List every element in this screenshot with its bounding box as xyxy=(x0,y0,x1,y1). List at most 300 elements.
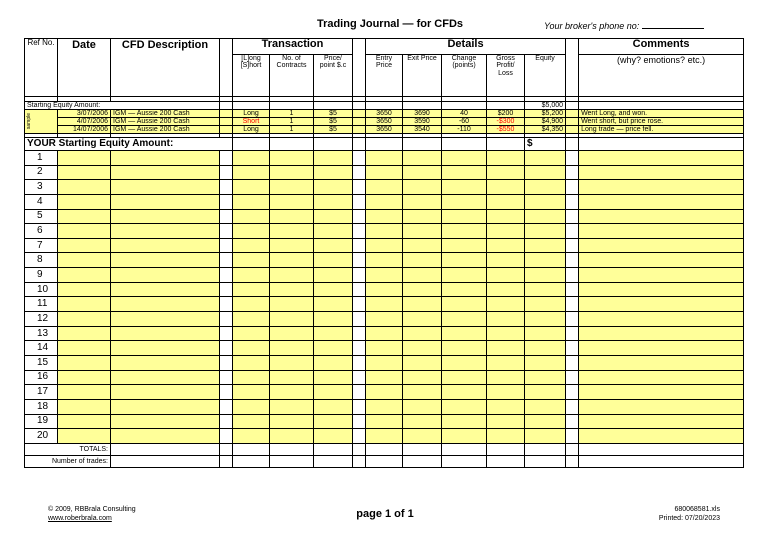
gross-header: Gross Profit/ Loss xyxy=(487,55,525,97)
journal-cell[interactable] xyxy=(58,297,111,312)
journal-cell[interactable] xyxy=(270,312,314,327)
journal-cell[interactable] xyxy=(111,282,220,297)
row-number: 4 xyxy=(25,194,58,209)
journal-cell[interactable] xyxy=(579,399,744,414)
trades-count-row xyxy=(25,455,744,467)
journal-cell[interactable] xyxy=(403,209,442,224)
journal-cell[interactable] xyxy=(233,297,270,312)
journal-cell[interactable] xyxy=(58,165,111,180)
journal-cell[interactable] xyxy=(233,429,270,444)
journal-cell[interactable] xyxy=(487,385,525,400)
journal-row xyxy=(25,238,744,253)
journal-cell[interactable] xyxy=(233,312,270,327)
journal-cell[interactable] xyxy=(233,355,270,370)
journal-cell[interactable] xyxy=(233,370,270,385)
journal-cell[interactable] xyxy=(366,414,403,429)
row-number: 1 xyxy=(25,151,58,166)
journal-cell[interactable] xyxy=(403,341,442,356)
starting-equity-row xyxy=(25,102,744,110)
journal-cell[interactable] xyxy=(403,326,442,341)
row-number: 8 xyxy=(25,253,58,268)
journal-cell[interactable] xyxy=(487,312,525,327)
journal-cell[interactable] xyxy=(579,253,744,268)
journal-cell[interactable] xyxy=(270,385,314,400)
journal-cell[interactable] xyxy=(442,165,487,180)
journal-cell[interactable] xyxy=(58,414,111,429)
row-number: 20 xyxy=(25,429,58,444)
row-number: 9 xyxy=(25,268,58,283)
your-starting-equity-input[interactable]: $ xyxy=(525,138,566,151)
journal-cell[interactable] xyxy=(58,355,111,370)
journal-cell[interactable] xyxy=(579,194,744,209)
row-number: 19 xyxy=(25,414,58,429)
journal-cell[interactable] xyxy=(442,341,487,356)
journal-cell[interactable] xyxy=(442,297,487,312)
journal-cell[interactable] xyxy=(579,180,744,195)
journal-cell[interactable] xyxy=(58,312,111,327)
journal-cell[interactable] xyxy=(233,341,270,356)
journal-row xyxy=(25,355,744,370)
journal-cell[interactable] xyxy=(314,194,353,209)
journal-cell[interactable] xyxy=(233,282,270,297)
journal-cell[interactable] xyxy=(403,165,442,180)
journal-cell[interactable] xyxy=(366,268,403,283)
journal-cell[interactable] xyxy=(579,341,744,356)
row-number: 2 xyxy=(25,165,58,180)
journal-row xyxy=(25,297,744,312)
journal-cell[interactable] xyxy=(58,429,111,444)
journal-cell[interactable] xyxy=(579,370,744,385)
journal-cell[interactable] xyxy=(403,282,442,297)
totals-row xyxy=(25,443,744,455)
journal-row xyxy=(25,268,744,283)
journal-cell[interactable] xyxy=(442,268,487,283)
example-equity: $4,350 xyxy=(525,126,566,134)
journal-row xyxy=(25,312,744,327)
row-number: 14 xyxy=(25,341,58,356)
journal-cell[interactable] xyxy=(579,224,744,239)
journal-cell[interactable] xyxy=(487,165,525,180)
journal-row xyxy=(25,282,744,297)
journal-cell[interactable] xyxy=(58,253,111,268)
journal-cell[interactable] xyxy=(487,341,525,356)
journal-cell[interactable] xyxy=(525,370,566,385)
footer-copyright-block xyxy=(48,505,136,523)
journal-cell[interactable] xyxy=(487,355,525,370)
journal-cell[interactable] xyxy=(314,282,353,297)
journal-cell[interactable] xyxy=(58,370,111,385)
journal-cell[interactable] xyxy=(111,312,220,327)
journal-cell[interactable] xyxy=(58,326,111,341)
journal-cell[interactable] xyxy=(487,224,525,239)
example-desc: IGM — Aussie 200 Cash xyxy=(111,126,220,134)
journal-cell[interactable] xyxy=(525,209,566,224)
journal-cell[interactable] xyxy=(111,194,220,209)
journal-cell[interactable] xyxy=(366,282,403,297)
journal-cell[interactable] xyxy=(314,355,353,370)
journal-cell[interactable] xyxy=(314,429,353,444)
journal-cell[interactable] xyxy=(366,224,403,239)
example-equity: $4,900 xyxy=(525,118,566,126)
journal-cell[interactable] xyxy=(525,326,566,341)
footer-copyright: © 2009, RBBrala Consulting xyxy=(48,506,136,513)
journal-cell[interactable] xyxy=(442,370,487,385)
broker-phone-label: Your broker's phone no: xyxy=(544,21,640,31)
journal-cell[interactable] xyxy=(314,297,353,312)
example-contracts: 1 xyxy=(270,118,314,126)
journal-cell[interactable] xyxy=(403,297,442,312)
journal-row xyxy=(25,253,744,268)
journal-cell[interactable] xyxy=(58,341,111,356)
equity-header: Equity xyxy=(525,55,566,97)
journal-cell[interactable] xyxy=(525,429,566,444)
starting-equity-label: Starting Equity Amount: xyxy=(25,102,220,110)
journal-cell[interactable] xyxy=(58,282,111,297)
example-exit: 3540 xyxy=(403,126,442,134)
journal-cell[interactable] xyxy=(366,341,403,356)
journal-cell[interactable] xyxy=(314,209,353,224)
journal-cell[interactable] xyxy=(270,341,314,356)
journal-cell[interactable] xyxy=(403,180,442,195)
journal-cell[interactable] xyxy=(487,370,525,385)
journal-cell[interactable] xyxy=(403,385,442,400)
journal-cell[interactable] xyxy=(442,385,487,400)
journal-cell[interactable] xyxy=(525,399,566,414)
trading-journal-table xyxy=(24,38,744,468)
journal-cell[interactable] xyxy=(270,180,314,195)
example-price-point: $5 xyxy=(314,118,353,126)
journal-cell[interactable] xyxy=(233,224,270,239)
journal-cell[interactable] xyxy=(111,238,220,253)
journal-cell[interactable] xyxy=(111,297,220,312)
journal-cell[interactable] xyxy=(270,209,314,224)
journal-cell[interactable] xyxy=(403,194,442,209)
journal-cell[interactable] xyxy=(403,224,442,239)
journal-cell[interactable] xyxy=(314,224,353,239)
journal-cell[interactable] xyxy=(366,165,403,180)
journal-cell[interactable] xyxy=(579,385,744,400)
journal-cell[interactable] xyxy=(111,151,220,166)
journal-cell[interactable] xyxy=(487,180,525,195)
journal-cell[interactable] xyxy=(487,282,525,297)
journal-cell[interactable] xyxy=(403,268,442,283)
journal-cell[interactable] xyxy=(111,385,220,400)
journal-cell[interactable] xyxy=(366,151,403,166)
journal-cell[interactable] xyxy=(314,414,353,429)
journal-cell[interactable] xyxy=(314,151,353,166)
journal-cell[interactable] xyxy=(314,253,353,268)
journal-cell[interactable] xyxy=(111,180,220,195)
journal-cell[interactable] xyxy=(366,370,403,385)
journal-cell[interactable] xyxy=(579,414,744,429)
comments-subheader: (why? emotions? etc.) xyxy=(579,55,744,97)
journal-cell[interactable] xyxy=(270,253,314,268)
row-number: 5 xyxy=(25,209,58,224)
journal-cell[interactable] xyxy=(111,429,220,444)
date-header: Date xyxy=(58,39,111,97)
page-number: page 1 of 1 xyxy=(356,508,414,520)
journal-cell[interactable] xyxy=(487,209,525,224)
broker-phone-field[interactable] xyxy=(544,20,704,31)
journal-cell[interactable] xyxy=(403,238,442,253)
journal-cell[interactable] xyxy=(270,224,314,239)
journal-cell[interactable] xyxy=(442,282,487,297)
journal-cell[interactable] xyxy=(314,312,353,327)
journal-cell[interactable] xyxy=(525,253,566,268)
journal-row xyxy=(25,180,744,195)
journal-cell[interactable] xyxy=(579,312,744,327)
journal-cell[interactable] xyxy=(525,151,566,166)
journal-cell[interactable] xyxy=(403,253,442,268)
journal-cell[interactable] xyxy=(58,151,111,166)
journal-cell[interactable] xyxy=(442,238,487,253)
journal-cell[interactable] xyxy=(525,165,566,180)
journal-cell[interactable] xyxy=(579,429,744,444)
journal-cell[interactable] xyxy=(442,224,487,239)
journal-cell[interactable] xyxy=(579,297,744,312)
journal-cell[interactable] xyxy=(58,194,111,209)
journal-cell[interactable] xyxy=(111,399,220,414)
journal-cell[interactable] xyxy=(270,429,314,444)
example-gross: $200 xyxy=(487,110,525,118)
journal-cell[interactable] xyxy=(487,399,525,414)
journal-cell[interactable] xyxy=(442,355,487,370)
entry-price-header: Entry Price xyxy=(366,55,403,97)
journal-row xyxy=(25,326,744,341)
example-long-short: Short xyxy=(233,118,270,126)
journal-cell[interactable] xyxy=(579,355,744,370)
journal-cell[interactable] xyxy=(111,326,220,341)
journal-cell[interactable] xyxy=(233,165,270,180)
journal-cell[interactable] xyxy=(442,429,487,444)
journal-cell[interactable] xyxy=(233,194,270,209)
journal-cell[interactable] xyxy=(314,370,353,385)
journal-cell[interactable] xyxy=(366,180,403,195)
journal-cell[interactable] xyxy=(233,180,270,195)
journal-cell[interactable] xyxy=(487,151,525,166)
journal-cell[interactable] xyxy=(111,224,220,239)
journal-cell[interactable] xyxy=(487,429,525,444)
journal-cell[interactable] xyxy=(442,151,487,166)
details-header: Details xyxy=(366,39,566,55)
journal-cell[interactable] xyxy=(403,429,442,444)
journal-cell[interactable] xyxy=(442,326,487,341)
journal-cell[interactable] xyxy=(111,253,220,268)
journal-cell[interactable] xyxy=(403,399,442,414)
journal-cell[interactable] xyxy=(366,253,403,268)
journal-cell[interactable] xyxy=(579,151,744,166)
journal-cell[interactable] xyxy=(579,209,744,224)
page-title: Trading Journal — for CFDs xyxy=(316,18,464,30)
example-exit: 3590 xyxy=(403,118,442,126)
journal-cell[interactable] xyxy=(58,209,111,224)
starting-equity-value: $5,000 xyxy=(525,102,566,110)
journal-cell[interactable] xyxy=(111,414,220,429)
journal-cell[interactable] xyxy=(442,414,487,429)
row-number: 10 xyxy=(25,282,58,297)
transaction-header: Transaction xyxy=(233,39,353,55)
journal-cell[interactable] xyxy=(270,194,314,209)
journal-cell[interactable] xyxy=(58,238,111,253)
journal-cell[interactable] xyxy=(233,209,270,224)
journal-cell[interactable] xyxy=(403,151,442,166)
journal-cell[interactable] xyxy=(442,194,487,209)
journal-cell[interactable] xyxy=(403,414,442,429)
row-number: 15 xyxy=(25,355,58,370)
journal-cell[interactable] xyxy=(58,399,111,414)
journal-cell[interactable] xyxy=(487,268,525,283)
trades-count-row-label: Number of trades: xyxy=(25,455,111,467)
journal-row xyxy=(25,341,744,356)
journal-row xyxy=(25,429,744,444)
journal-cell[interactable] xyxy=(233,326,270,341)
journal-cell[interactable] xyxy=(442,209,487,224)
journal-cell[interactable] xyxy=(270,238,314,253)
journal-cell[interactable] xyxy=(442,399,487,414)
journal-cell[interactable] xyxy=(403,312,442,327)
journal-cell[interactable] xyxy=(525,355,566,370)
journal-cell[interactable] xyxy=(111,165,220,180)
example-long-short: Long xyxy=(233,110,270,118)
exit-price-header: Exit Price xyxy=(403,55,442,97)
journal-cell[interactable] xyxy=(487,297,525,312)
journal-cell[interactable] xyxy=(111,268,220,283)
journal-cell[interactable] xyxy=(233,253,270,268)
journal-cell[interactable] xyxy=(233,385,270,400)
journal-cell[interactable] xyxy=(314,399,353,414)
journal-cell[interactable] xyxy=(58,224,111,239)
journal-row xyxy=(25,165,744,180)
journal-cell[interactable] xyxy=(270,326,314,341)
journal-cell[interactable] xyxy=(58,268,111,283)
journal-cell[interactable] xyxy=(233,268,270,283)
journal-cell[interactable] xyxy=(233,238,270,253)
journal-row xyxy=(25,399,744,414)
journal-cell[interactable] xyxy=(525,238,566,253)
example-desc: IGM — Aussie 200 Cash xyxy=(111,110,220,118)
journal-cell[interactable] xyxy=(366,355,403,370)
journal-cell[interactable] xyxy=(314,341,353,356)
journal-cell[interactable] xyxy=(442,312,487,327)
journal-cell[interactable] xyxy=(366,429,403,444)
journal-cell[interactable] xyxy=(270,370,314,385)
example-row xyxy=(25,126,744,134)
ref-no-header: Ref No. xyxy=(25,39,58,97)
journal-cell[interactable] xyxy=(579,165,744,180)
journal-cell[interactable] xyxy=(314,180,353,195)
journal-cell[interactable] xyxy=(270,268,314,283)
journal-cell[interactable] xyxy=(270,399,314,414)
example-change: -60 xyxy=(442,118,487,126)
example-equity: $5,200 xyxy=(525,110,566,118)
journal-cell[interactable] xyxy=(270,282,314,297)
journal-cell[interactable] xyxy=(487,326,525,341)
journal-cell[interactable] xyxy=(58,180,111,195)
journal-cell[interactable] xyxy=(442,180,487,195)
journal-cell[interactable] xyxy=(366,209,403,224)
journal-cell[interactable] xyxy=(270,355,314,370)
row-number: 7 xyxy=(25,238,58,253)
journal-cell[interactable] xyxy=(270,414,314,429)
example-entry: 3650 xyxy=(366,118,403,126)
journal-cell[interactable] xyxy=(403,355,442,370)
journal-cell[interactable] xyxy=(366,238,403,253)
journal-cell[interactable] xyxy=(366,297,403,312)
journal-cell[interactable] xyxy=(366,326,403,341)
journal-cell[interactable] xyxy=(487,414,525,429)
journal-cell[interactable] xyxy=(579,238,744,253)
journal-cell[interactable] xyxy=(111,209,220,224)
journal-cell[interactable] xyxy=(487,194,525,209)
journal-cell[interactable] xyxy=(111,341,220,356)
example-contracts: 1 xyxy=(270,126,314,134)
journal-cell[interactable] xyxy=(111,355,220,370)
journal-cell[interactable] xyxy=(442,253,487,268)
journal-cell[interactable] xyxy=(233,414,270,429)
journal-cell[interactable] xyxy=(233,151,270,166)
journal-cell[interactable] xyxy=(314,165,353,180)
journal-cell[interactable] xyxy=(366,312,403,327)
journal-row xyxy=(25,385,744,400)
row-number: 17 xyxy=(25,385,58,400)
journal-cell[interactable] xyxy=(487,238,525,253)
journal-cell[interactable] xyxy=(525,268,566,283)
journal-cell[interactable] xyxy=(111,370,220,385)
footer-website-link[interactable]: www.roberbrala.com xyxy=(48,515,112,522)
journal-cell[interactable] xyxy=(314,238,353,253)
journal-cell[interactable] xyxy=(579,282,744,297)
example-price-point: $5 xyxy=(314,110,353,118)
contracts-header: No. of Contracts xyxy=(270,55,314,97)
journal-row xyxy=(25,414,744,429)
journal-cell[interactable] xyxy=(525,341,566,356)
journal-cell[interactable] xyxy=(525,282,566,297)
journal-cell[interactable] xyxy=(579,326,744,341)
journal-cell[interactable] xyxy=(525,224,566,239)
journal-cell[interactable] xyxy=(525,414,566,429)
journal-cell[interactable] xyxy=(58,385,111,400)
journal-cell[interactable] xyxy=(314,268,353,283)
journal-cell[interactable] xyxy=(366,385,403,400)
journal-cell[interactable] xyxy=(525,194,566,209)
example-date: 3/07/2006 xyxy=(58,110,111,118)
journal-cell[interactable] xyxy=(487,253,525,268)
spacer-col xyxy=(353,39,366,97)
journal-cell[interactable] xyxy=(525,297,566,312)
journal-cell[interactable] xyxy=(366,399,403,414)
journal-cell[interactable] xyxy=(366,194,403,209)
journal-cell[interactable] xyxy=(233,399,270,414)
journal-cell[interactable] xyxy=(270,151,314,166)
journal-cell[interactable] xyxy=(270,165,314,180)
row-number: 16 xyxy=(25,370,58,385)
journal-cell[interactable] xyxy=(525,385,566,400)
journal-cell[interactable] xyxy=(525,180,566,195)
totals-row-label: TOTALS: xyxy=(25,443,111,455)
example-comment: Went Long, and won. xyxy=(579,110,744,118)
journal-cell[interactable] xyxy=(270,297,314,312)
row-number: 13 xyxy=(25,326,58,341)
example-change: 40 xyxy=(442,110,487,118)
broker-phone-blank[interactable] xyxy=(642,20,704,29)
journal-cell[interactable] xyxy=(403,370,442,385)
journal-cell[interactable] xyxy=(314,385,353,400)
journal-row xyxy=(25,194,744,209)
journal-cell[interactable] xyxy=(525,312,566,327)
journal-cell[interactable] xyxy=(579,268,744,283)
journal-cell[interactable] xyxy=(314,326,353,341)
comments-header: Comments xyxy=(579,39,744,55)
